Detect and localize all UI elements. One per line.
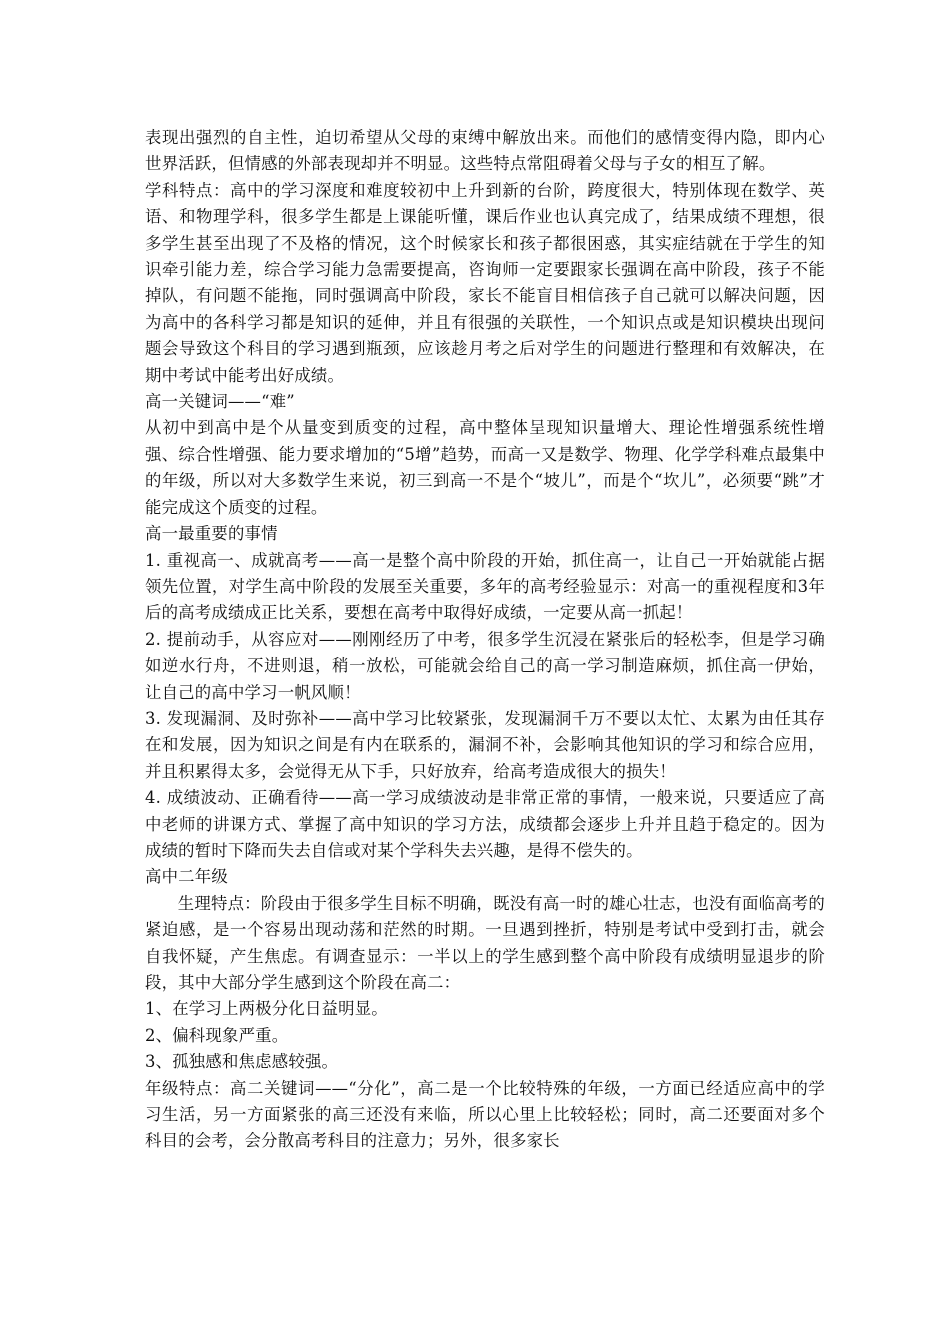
- list-item-4: 4. 成绩波动、正确看待——高一学习成绩波动是非常正常的事情，一般来说，只要适应了高中老师的讲课方式、掌握了高中知识的学习方法，成绩都会逐步上升并且趋于稳定的。因为成绩的暂时下降而失去自信或对某个学科失去兴趣，是得不偿失的。: [145, 788, 825, 860]
- heading-grade11: 高中二年级: [145, 867, 228, 887]
- list-item-1: 1. 重视高一、成就高考——高一是整个高中阶段的开始，抓住高一，让自己一开始就能占据领先位置，对学生高中阶段的发展至关重要，多年的高考经验显示：对高一的重视程度和3年后的高考成绩成正比关系，要想在高考中取得好成绩，一定要从高一抓起！: [145, 550, 825, 623]
- grade11-point-1: 1、在学习上两极分化日益明显。: [145, 999, 388, 1019]
- grade11-point-2: 2、偏科现象严重。: [145, 1025, 289, 1045]
- paragraph-subject-traits: 学科特点：高中的学习深度和难度较初中上升到新的台阶，跨度很大，特别体现在数学、英语、和物理学科，很多学生都是上课能听懂，课后作业也认真完成了，结果成绩不理想，很多学生甚至出现了不及格的情况，这个时候家长和孩子都很困惑，其实症结就在于学生的知识牵引能力差，综合学习能力急需要提高，咨询师一定要跟家长强调在高中阶段，孩子不能掉队，有问题不能拖，同时强调高中阶段，家长不能盲目相信孩子自己就可以解决问题，因为高中的各科学习都是知识的延伸，并且有很强的关联性，一个知识点或是知识模块出现问题会导致这个科目的学习遇到瓶颈，应该趁月考之后对学生的问题进行整理和有效解决，在期中考试中能考出好成绩。: [145, 180, 825, 385]
- grade11-point-3: 3、孤独感和焦虑感较强。: [145, 1052, 339, 1072]
- list-item-2: 2. 提前动手，从容应对——刚刚经历了中考，很多学生沉浸在紧张后的轻松李，但是学习确如逆水行舟，不进则退，稍一放松，可能就会给自己的高一学习制造麻烦，抓住高一伊始，让自己的高中学习一帆风顺！: [145, 629, 825, 702]
- paragraph-intro-continuation: 表现出强烈的自主性，迫切希望从父母的束缚中解放出来。而他们的感情变得内隐，即内心世界活跃，但情感的外部表现却并不明显。这些特点常阻碍着父母与子女的相互了解。: [145, 128, 825, 174]
- paragraph-grade11-physiology: 生理特点：阶段由于很多学生目标不明确，既没有高一时的雄心壮志，也没有面临高考的紧迫感，是一个容易出现动荡和茫然的时期。一旦遇到挫折，特别是考试中受到打击，就会自我怀疑，产生焦虑。有调查显示：一半以上的学生感到整个高中阶段有成绩明显退步的阶段，其中大部分学生感到这个阶段在高二：: [145, 893, 825, 992]
- heading-grade10-important: 高一最重要的事情: [145, 524, 278, 544]
- list-item-3: 3. 发现漏洞、及时弥补——高中学习比较紧张，发现漏洞千万不要以太忙、太累为由任其存在和发展，因为知识之间是有内在联系的，漏洞不补，会影响其他知识的学习和综合应用，并且积累得太多，会觉得无从下手，只好放弃，给高考造成很大的损失！: [145, 708, 825, 781]
- paragraph-grade10-transition: 从初中到高中是个从量变到质变的过程，高中整体呈现知识量增大、理论性增强系统性增强、综合性增强、能力要求增加的“5增”趋势，而高一又是数学、物理、化学学科难点最集中的年级，所以对大多数学生来说，初三到高一不是个“坡儿”，而是个“坎儿”，必须要“跳”才能完成这个质变的过程。: [145, 418, 825, 517]
- heading-grade10-keyword: 高一关键词——“难”: [145, 392, 295, 412]
- paragraph-grade11-traits: 年级特点：高二关键词——“分化”，高二是一个比较特殊的年级，一方面已经适应高中的学习生活，另一方面紧张的高三还没有来临，所以心里上比较轻松；同时，高二还要面对多个科目的会考，会分散高考科目的注意力；另外，很多家长: [145, 1078, 825, 1151]
- document-body: [145, 125, 825, 1155]
